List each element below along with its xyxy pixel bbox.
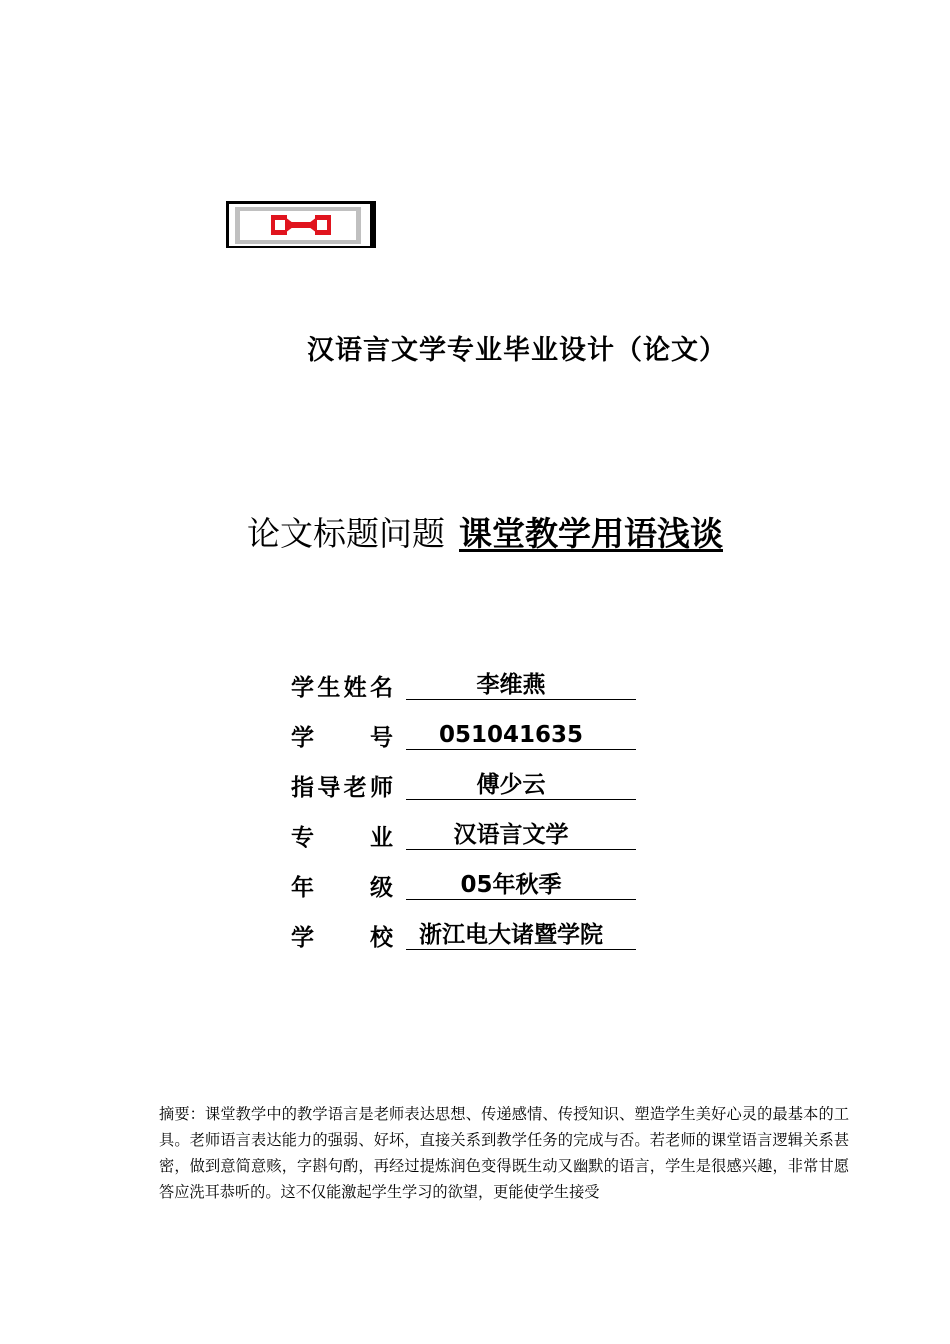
info-value: 051041635 xyxy=(406,720,636,750)
info-label-char: 学 xyxy=(291,924,314,951)
info-label-char: 级 xyxy=(370,874,393,901)
info-label-char: 师 xyxy=(369,774,393,801)
info-row-major xyxy=(291,810,636,860)
paper-title-label: 论文标题问题 xyxy=(247,514,445,553)
info-label-char: 专 xyxy=(291,824,314,851)
info-label-char: 导 xyxy=(317,774,341,801)
info-label-char: 业 xyxy=(370,824,393,851)
info-value: 傅少云 xyxy=(406,770,636,800)
info-label xyxy=(291,769,393,802)
info-row-advisor xyxy=(291,760,636,810)
abstract-paragraph: 摘要：课堂教学中的教学语言是老师表达思想、传递感情、传授知识、塑造学生美好心灵的最基本的工具。老师语言表达能力的强弱、好坏，直接关系到教学任务的完成与否。若老师的课堂语言逻辑关系甚密，做到意简意赅，字斟句酌，再经过提炼润色变得既生动又幽默的语言，学生是很感兴趣，非常甘愿答应洗耳恭听的。这不仅能激起学生学习的欲望，更能使学生接受 xyxy=(159,1105,849,1201)
info-row-grade xyxy=(291,860,636,910)
paper-title xyxy=(247,508,723,555)
info-label-char: 指 xyxy=(291,774,314,801)
info-label xyxy=(291,719,393,752)
info-label-char: 名 xyxy=(369,674,393,701)
info-label-char: 姓 xyxy=(343,674,367,701)
info-label-char: 生 xyxy=(317,674,341,701)
info-label-char: 号 xyxy=(370,724,393,751)
logo-gray-frame xyxy=(235,207,361,244)
thesis-heading: 汉语言文学专业毕业设计（论文） xyxy=(307,335,727,366)
info-value: 05年秋季 xyxy=(406,870,636,900)
info-value: 李维燕 xyxy=(406,670,636,700)
info-label xyxy=(291,669,393,702)
info-label xyxy=(291,869,393,902)
info-label-char: 年 xyxy=(291,874,314,901)
info-value: 浙江电大诸暨学院 xyxy=(406,920,636,950)
info-label-char: 老 xyxy=(343,774,367,801)
info-row-student-id xyxy=(291,710,636,760)
info-label xyxy=(291,819,393,852)
info-row-school xyxy=(291,910,636,960)
school-logo xyxy=(226,201,376,248)
student-info-table xyxy=(291,660,636,960)
info-label-char: 校 xyxy=(370,924,393,951)
info-label-char: 学 xyxy=(291,674,314,701)
paper-title-value: 课堂教学用语浅谈 xyxy=(459,514,723,553)
info-label xyxy=(291,919,393,952)
info-label-char: 学 xyxy=(291,724,314,751)
info-value: 汉语言文学 xyxy=(406,820,636,850)
info-row-student-name xyxy=(291,660,636,710)
emblem-icon xyxy=(271,213,331,237)
